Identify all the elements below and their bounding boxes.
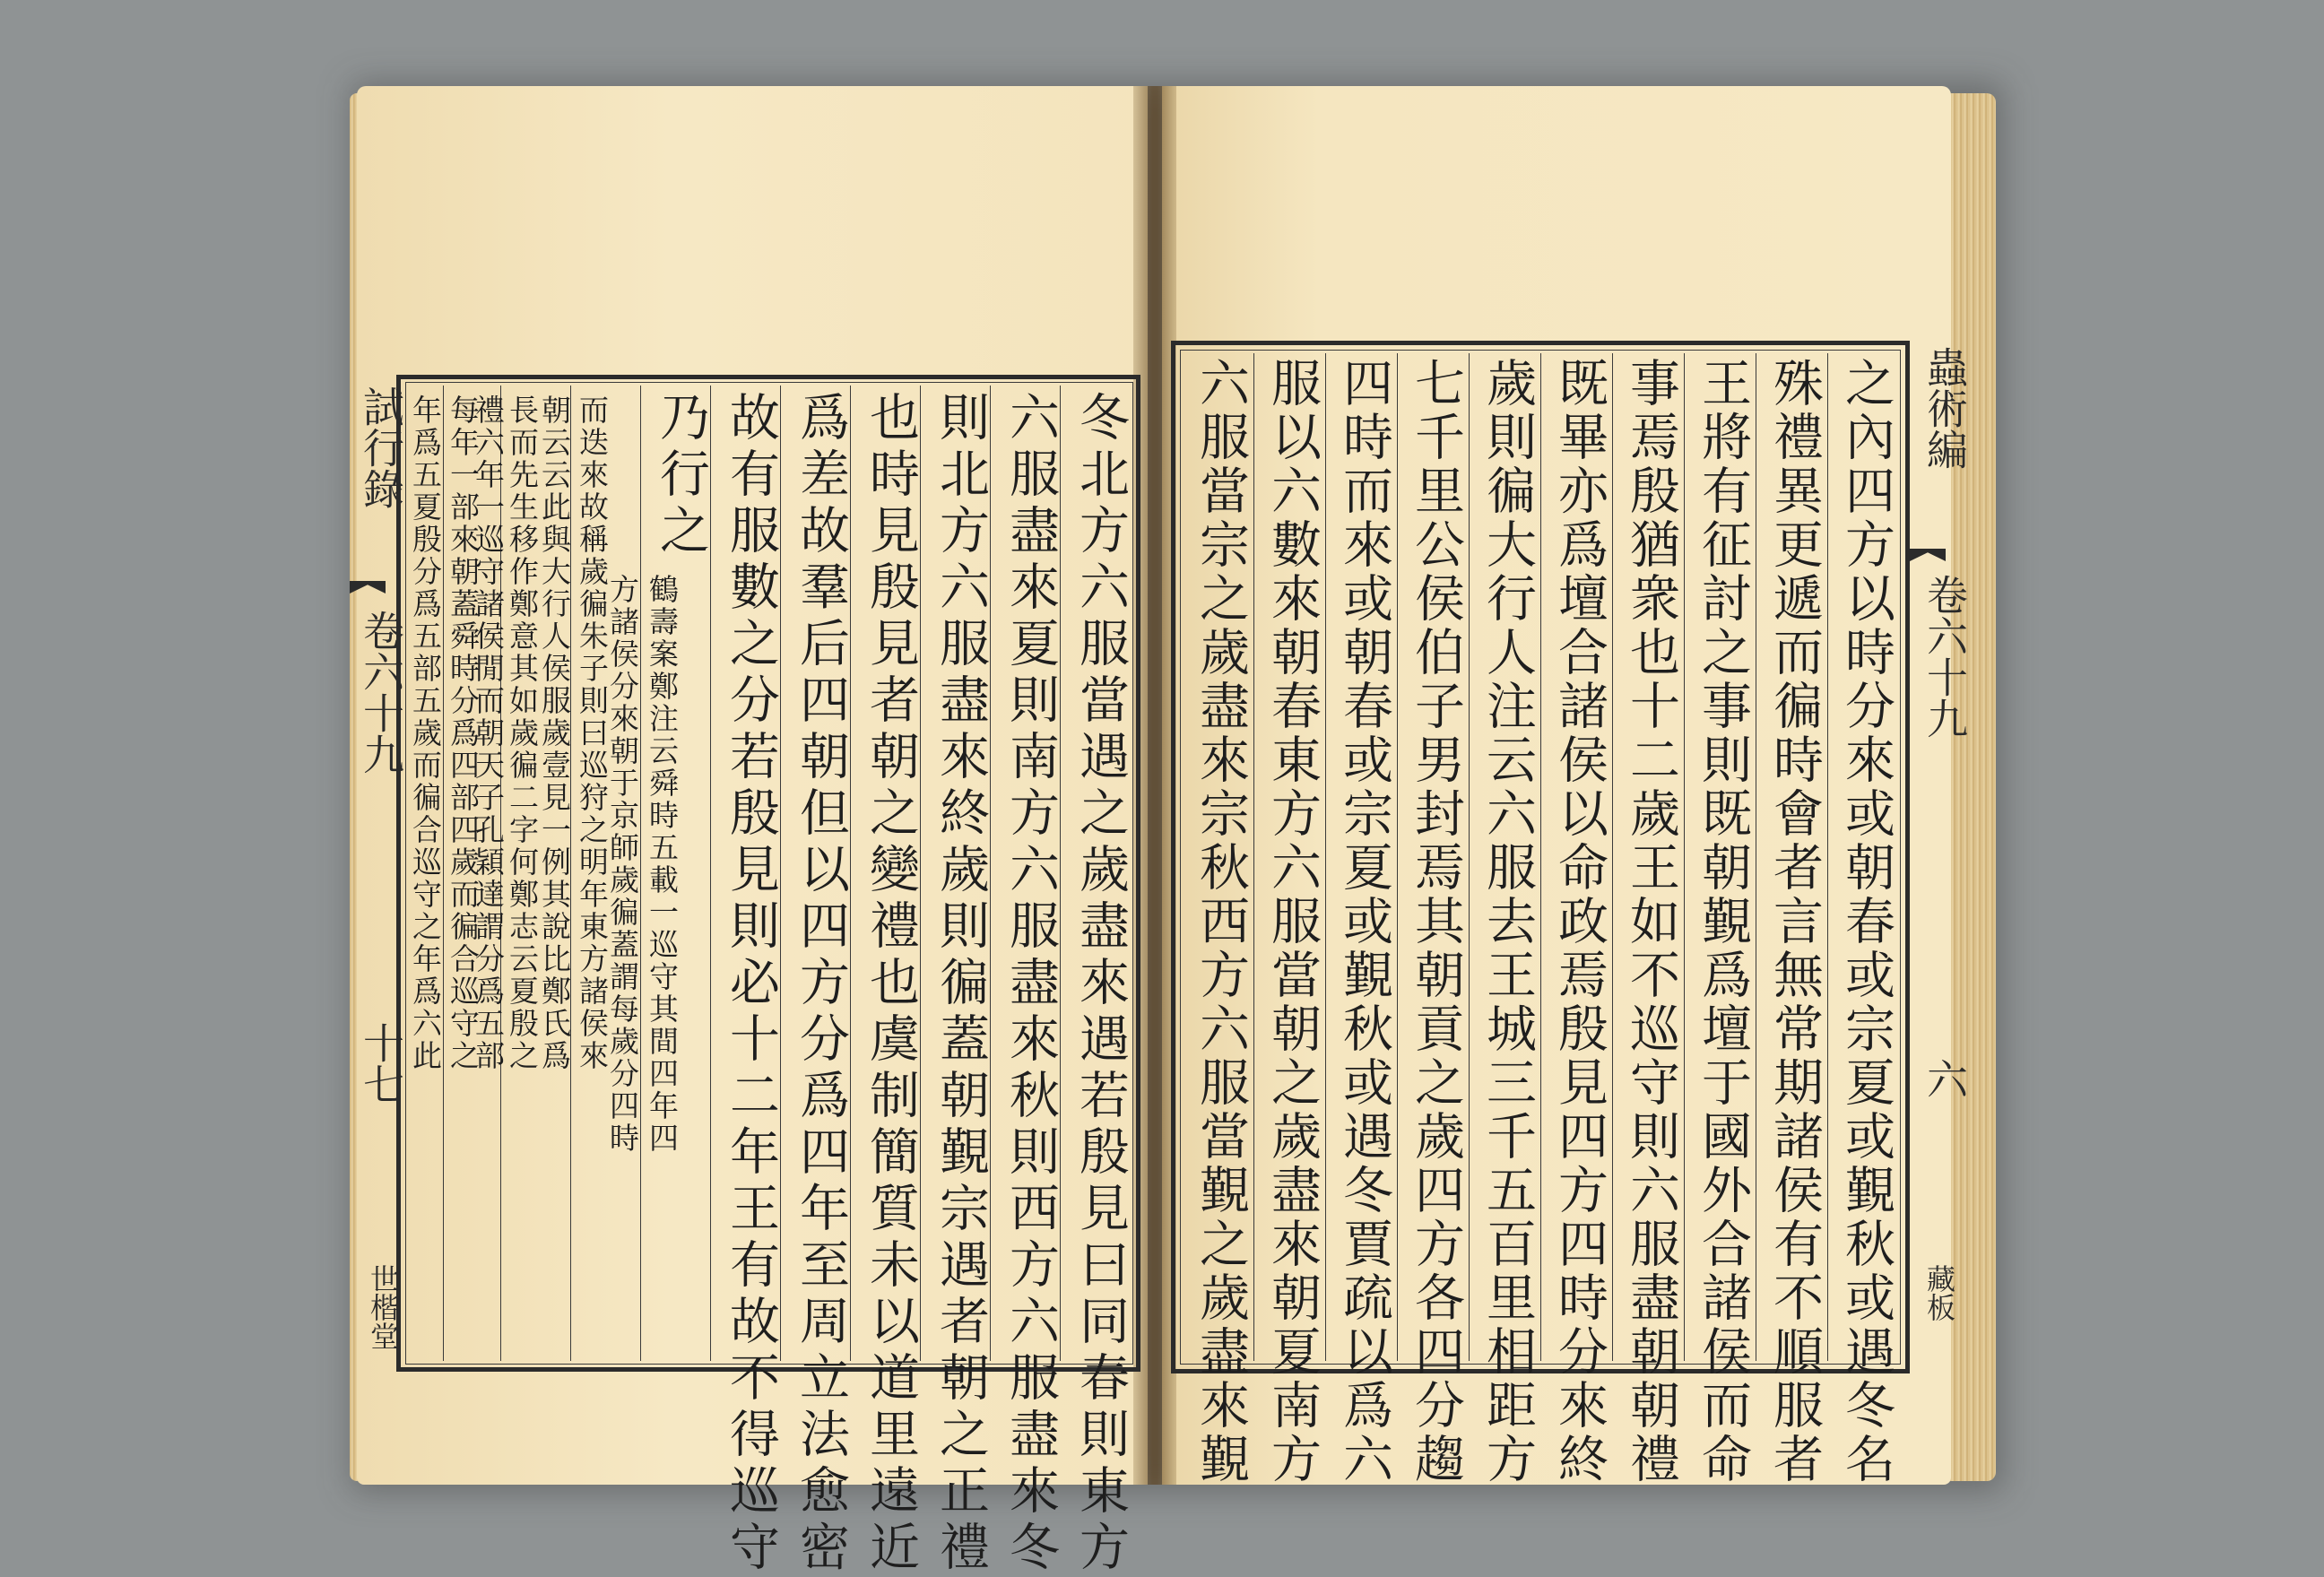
right-publisher: 藏板: [1922, 1264, 1956, 1321]
column-rule: [1469, 353, 1470, 1361]
left-note-column-3: 而迭來故稱歲徧朱子則曰巡狩之明年東方諸侯來: [575, 394, 610, 1072]
column-rule: [1827, 353, 1828, 1361]
left-margin-title: 試行錄: [357, 386, 405, 509]
left-note-column-4: 朝云云此與大行人侯服歲壹見一例其說比鄭氏爲: [537, 394, 572, 1072]
right-main-column-8: 四時而來或朝春或宗夏或覲秋或遇冬賈疏以爲六: [1335, 357, 1393, 1486]
left-main-column-7: 乃行之: [652, 391, 710, 560]
left-note-column-1: 鶴壽案鄭注云舜時五載一巡守其間四年四: [645, 574, 680, 1155]
left-main-column-6: 故有服數之分若殷見則必十二年王有故不得巡守: [722, 391, 780, 1577]
left-main-column-1: 冬北方六服當遇之歲盡來遇若殷見曰同春則東方: [1071, 391, 1130, 1577]
left-main-column-5: 爲差故羣后四朝但以四方分爲四年至周立法愈密: [792, 391, 850, 1577]
column-rule: [1397, 353, 1398, 1361]
right-main-column-10: 六服當宗之歲盡來宗秋西方六服當覲之歲盡來覲: [1192, 357, 1250, 1486]
left-note-column-2: 方諸侯分來朝于京師歲徧蓋謂每歲分四時: [605, 574, 640, 1155]
left-publisher: 世楷堂: [366, 1264, 400, 1350]
left-margin-page: 十七: [357, 1022, 405, 1105]
column-rule: [1540, 353, 1541, 1361]
right-margin-volume: 卷六十九: [1921, 574, 1969, 739]
column-rule: [640, 386, 641, 1361]
right-main-column-6: 歲則徧大行人注云六服去王城三千五百里相距方: [1479, 357, 1537, 1486]
right-main-column-2: 殊禮異更遞而徧時會者言無常期諸侯有不順服者: [1765, 357, 1824, 1486]
left-note-column-6: 禮六年一巡守諸侯閒而朝天子孔穎達謂分爲五部: [471, 394, 506, 1072]
right-margin-title: 蟲術編: [1921, 346, 1969, 470]
right-margin-page: 六: [1921, 1058, 1969, 1099]
left-main-column-2: 六服盡來夏則南方六服盡來秋則西方六服盡來冬: [1002, 391, 1060, 1577]
left-margin-volume: 卷六十九: [357, 610, 405, 775]
left-note-column-8: 年爲五夏殷分爲五部五歲而徧合巡守之年爲六此: [408, 394, 443, 1072]
right-main-column-5: 既畢亦爲壇合諸侯以命政焉殷見四方四時分來終: [1550, 357, 1609, 1486]
left-main-column-4: 也時見殷見者朝之變禮也虞制簡質未以道里遠近: [862, 391, 920, 1577]
column-rule: [1325, 353, 1326, 1361]
right-main-column-1: 之內四方以時分來或朝春或宗夏或覲秋或遇冬名: [1837, 357, 1895, 1486]
left-note-column-5: 長而先生移作鄭意其如歲徧二字何鄭志云夏殷之: [505, 394, 540, 1072]
left-note-column-7: 每年一部來朝蓋舜時分爲四部四歲而徧合巡守之: [446, 394, 481, 1072]
right-main-column-9: 服以六數來朝春東方六服當朝之歲盡來朝夏南方: [1263, 357, 1322, 1486]
right-main-column-3: 王將有征討之事則既朝覲爲壇于國外合諸侯而命: [1694, 357, 1752, 1486]
column-rule: [443, 386, 444, 1361]
right-main-column-4: 事焉殷猶衆也十二歲王如不巡守則六服盡朝朝禮: [1622, 357, 1680, 1486]
column-rule: [1684, 353, 1685, 1361]
left-main-column-3: 則北方六服盡來終歲則徧蓋朝覲宗遇者朝之正禮: [932, 391, 990, 1577]
right-main-column-7: 七千里公侯伯子男封焉其朝貢之歲四方各四分趨: [1407, 357, 1465, 1486]
column-rule: [1612, 353, 1613, 1361]
column-rule: [1253, 353, 1254, 1361]
